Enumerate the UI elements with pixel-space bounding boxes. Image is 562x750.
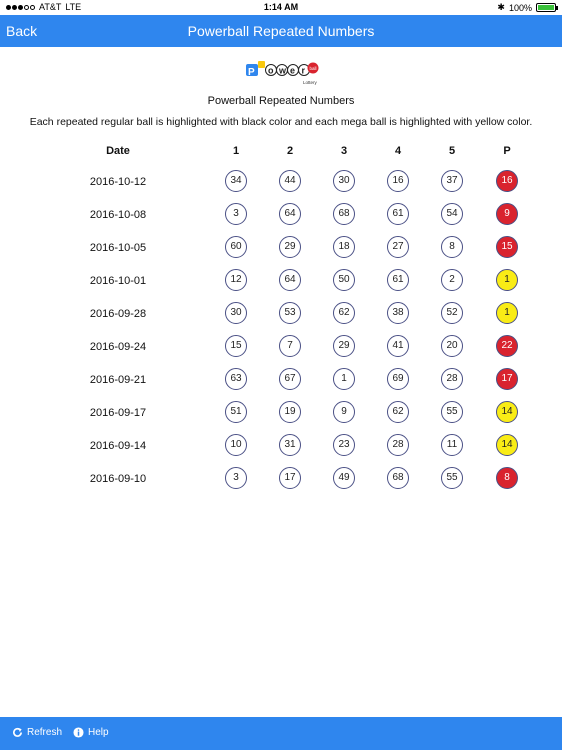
- white-ball: 31: [279, 434, 301, 456]
- white-ball: 60: [225, 236, 247, 258]
- draw-date: 2016-10-05: [89, 242, 147, 254]
- white-ball: 52: [441, 302, 463, 324]
- draw-date: 2016-09-21: [89, 374, 147, 386]
- table-row: [0, 298, 562, 331]
- draw-date: 2016-09-10: [89, 473, 147, 485]
- carrier-label: AT&T: [39, 2, 62, 12]
- white-ball: 38: [387, 302, 409, 324]
- column-header-1: 1: [232, 145, 240, 157]
- white-ball: 55: [441, 401, 463, 423]
- powerball: 8: [496, 467, 518, 489]
- white-ball: 34: [225, 170, 247, 192]
- white-ball: 55: [441, 467, 463, 489]
- white-ball: 44: [279, 170, 301, 192]
- white-ball: 50: [333, 269, 355, 291]
- white-ball: 53: [279, 302, 301, 324]
- white-ball: 19: [279, 401, 301, 423]
- back-button[interactable]: Back: [6, 23, 38, 39]
- white-ball: 11: [441, 434, 463, 456]
- white-ball: 63: [225, 368, 247, 390]
- white-ball: 3: [225, 203, 247, 225]
- bluetooth-icon: ✱: [497, 2, 505, 12]
- white-ball: 20: [441, 335, 463, 357]
- draw-date: 2016-09-14: [89, 440, 147, 452]
- white-ball: 28: [441, 368, 463, 390]
- page-title: Powerball Repeated Numbers: [187, 23, 375, 39]
- column-header-date: Date: [106, 145, 130, 157]
- white-ball: 17: [279, 467, 301, 489]
- white-ball: 8: [441, 236, 463, 258]
- white-ball: 49: [333, 467, 355, 489]
- white-ball: 67: [279, 368, 301, 390]
- white-ball: 12: [225, 269, 247, 291]
- network-label: LTE: [65, 2, 82, 12]
- white-ball: 1: [333, 368, 355, 390]
- powerball: 9: [496, 203, 518, 225]
- status-right: [497, 2, 556, 13]
- white-ball: 68: [387, 467, 409, 489]
- draw-date: 2016-09-28: [89, 308, 147, 320]
- draw-date: 2016-10-08: [89, 209, 147, 221]
- white-ball: 37: [441, 170, 463, 192]
- powerball: 1: [496, 302, 518, 324]
- draw-date: 2016-10-12: [89, 176, 147, 188]
- refresh-icon: [12, 727, 23, 738]
- bottom-toolbar: [0, 717, 562, 750]
- table-row: [0, 265, 562, 298]
- powerball: 16: [496, 170, 518, 192]
- refresh-label: Refresh: [27, 727, 63, 738]
- table-row: [0, 463, 562, 496]
- white-ball: 7: [279, 335, 301, 357]
- nav-bar: [0, 15, 562, 47]
- table-row: [0, 232, 562, 265]
- white-ball: 16: [387, 170, 409, 192]
- powerball-logo: [245, 58, 319, 88]
- white-ball: 3: [225, 467, 247, 489]
- help-label: Help: [88, 727, 109, 738]
- white-ball: 62: [387, 401, 409, 423]
- refresh-button[interactable]: [12, 727, 62, 738]
- white-ball: 23: [333, 434, 355, 456]
- white-ball: 2: [441, 269, 463, 291]
- table-row: [0, 364, 562, 397]
- svg-text:e: e: [290, 65, 296, 76]
- battery-percent: 100%: [508, 2, 532, 13]
- svg-text:o: o: [268, 65, 274, 76]
- column-header-2: 2: [286, 145, 294, 157]
- table-row: [0, 397, 562, 430]
- powerball: 1: [496, 269, 518, 291]
- white-ball: 68: [333, 203, 355, 225]
- white-ball: 9: [333, 401, 355, 423]
- white-ball: 61: [387, 269, 409, 291]
- powerball: 17: [496, 368, 518, 390]
- column-header-5: 5: [448, 145, 456, 157]
- white-ball: 18: [333, 236, 355, 258]
- table-row: [0, 166, 562, 199]
- svg-text:ball: ball: [309, 66, 317, 71]
- white-ball: 15: [225, 335, 247, 357]
- white-ball: 30: [225, 302, 247, 324]
- white-ball: 30: [333, 170, 355, 192]
- svg-text:P: P: [248, 67, 255, 78]
- section-heading: Powerball Repeated Numbers: [207, 95, 355, 107]
- white-ball: 69: [387, 368, 409, 390]
- white-ball: 29: [279, 236, 301, 258]
- table-row: [0, 430, 562, 463]
- battery-icon: [536, 3, 556, 12]
- info-icon: [73, 727, 84, 738]
- white-ball: 64: [279, 203, 301, 225]
- white-ball: 41: [387, 335, 409, 357]
- white-ball: 28: [387, 434, 409, 456]
- svg-text:w: w: [279, 65, 287, 76]
- powerball: 14: [496, 434, 518, 456]
- column-header-3: 3: [340, 145, 348, 157]
- white-ball: 64: [279, 269, 301, 291]
- svg-text:Lottery: Lottery: [303, 80, 317, 85]
- svg-text:r: r: [301, 65, 306, 76]
- draw-date: 2016-09-17: [89, 407, 147, 419]
- column-header-4: 4: [394, 145, 402, 157]
- status-time: 1:14 AM: [263, 2, 299, 12]
- white-ball: 27: [387, 236, 409, 258]
- table-row: [0, 331, 562, 364]
- description-text: Each repeated regular ball is highlighted with black color and each mega ball is highlighted with yellow color.: [29, 116, 533, 128]
- white-ball: 61: [387, 203, 409, 225]
- help-button[interactable]: [73, 727, 109, 738]
- draw-date: 2016-09-24: [89, 341, 147, 353]
- white-ball: 51: [225, 401, 247, 423]
- powerball: 15: [496, 236, 518, 258]
- white-ball: 10: [225, 434, 247, 456]
- white-ball: 29: [333, 335, 355, 357]
- powerball: 22: [496, 335, 518, 357]
- table-row: [0, 199, 562, 232]
- white-ball: 54: [441, 203, 463, 225]
- white-ball: 62: [333, 302, 355, 324]
- column-header-powerball: P: [503, 145, 511, 157]
- powerball: 14: [496, 401, 518, 423]
- status-bar: [0, 0, 562, 15]
- draw-date: 2016-10-01: [89, 275, 147, 287]
